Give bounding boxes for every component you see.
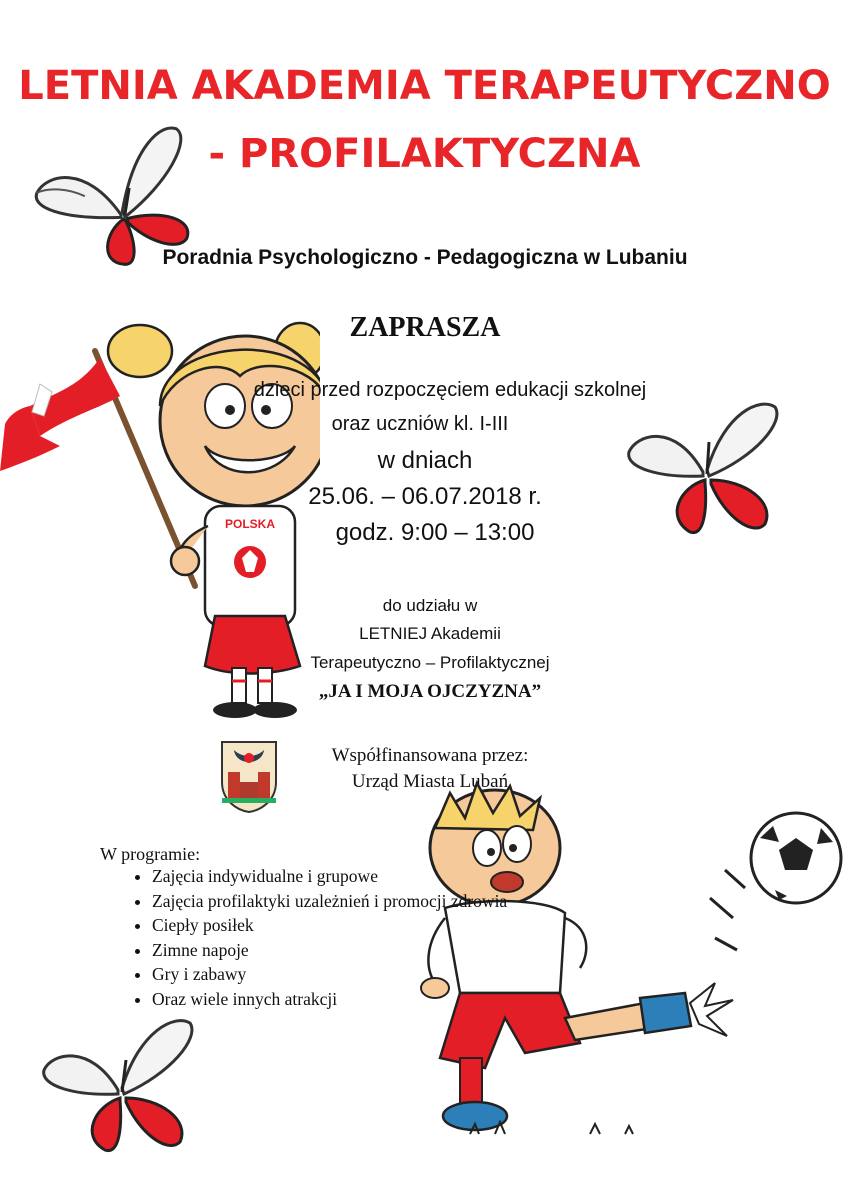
schedule-hours: godz. 9:00 – 13:00 xyxy=(335,519,535,546)
funding-line-2: Urząd Miasta Lubań xyxy=(351,771,509,792)
poster-title-line-1: LETNIA AKADEMIA TERAPEUTYCZNO xyxy=(18,63,831,109)
schedule-label: w dniach xyxy=(377,447,473,474)
butterfly-bottom-left-icon xyxy=(40,1008,200,1158)
program-item: • Gry i zabawy xyxy=(152,962,632,987)
program-item: • Ciepły posiłek xyxy=(152,913,632,938)
motto: „JA I MOJA OJCZYZNA” xyxy=(318,681,542,702)
participation-line-2: LETNIEJ Akademii xyxy=(359,624,501,643)
schedule-dates: 25.06. – 06.07.2018 r. xyxy=(308,483,542,510)
coat-of-arms-icon xyxy=(218,738,280,814)
program-list xyxy=(104,864,632,1011)
audience-line-1: dzieci przed rozpoczęciem edukacji szkolnej xyxy=(253,379,647,401)
participation-line-1: do udziału w xyxy=(382,596,478,615)
program-item: • Zajęcia profilaktyki uzależnień i promocji zdrowia xyxy=(152,889,632,914)
poster-title-line-2: - PROFILAKTYCZNA xyxy=(208,131,641,177)
butterfly-right-icon xyxy=(625,392,785,542)
program-item: • Oraz wiele innych atrakcji xyxy=(152,987,632,1012)
shirt-label: POLSKA xyxy=(224,517,276,531)
funding-line-1: Współfinansowana przez: xyxy=(331,745,529,766)
program-item: • Zimne napoje xyxy=(152,938,632,963)
program-heading: W programie: xyxy=(100,844,201,864)
participation-line-3: Terapeutyczno – Profilaktycznej xyxy=(310,653,550,672)
organizer-name: Poradnia Psychologiczno - Pedagogiczna w Lubaniu xyxy=(162,246,688,269)
audience-line-2: oraz uczniów kl. I-III xyxy=(331,413,509,435)
invite-heading: ZAPRASZA xyxy=(349,312,501,343)
program-item: • Zajęcia indywidualne i grupowe xyxy=(152,864,632,889)
